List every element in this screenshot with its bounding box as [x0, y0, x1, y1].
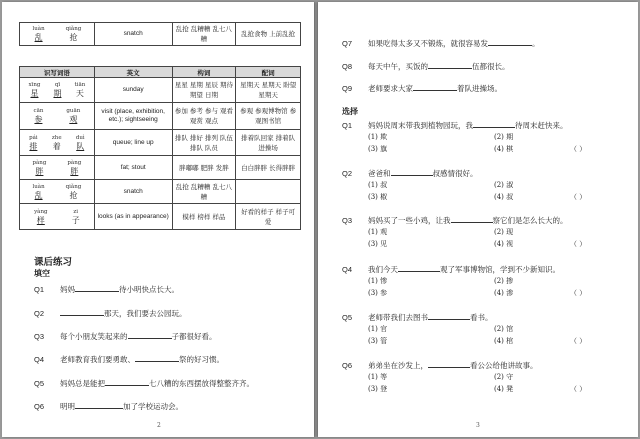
choice-question-6: Q6 弟弟坐在沙发上， 看公公给他讲故事。 [342, 361, 538, 370]
choice-option[interactable]: (2) 期 [494, 133, 514, 141]
choice-option[interactable]: (4) 棺 [494, 337, 514, 345]
answer-blank[interactable] [391, 170, 433, 176]
answer-blank[interactable] [428, 362, 470, 368]
answer-parentheses[interactable]: （ ） [570, 193, 587, 201]
choice-option[interactable]: (3) 旗 [368, 145, 388, 153]
choice-question-2: Q2 爸爸和 叔感情很好。 [342, 169, 478, 178]
table-row: cān 参 guān 观 visit (place, exhibition, etc.); sightseeing 参加 参考 参与 观看 观赏 观点 参观 参观博物馆 参观图书馆 [20, 103, 301, 130]
choice-option[interactable]: (2) 掺 [494, 277, 514, 285]
choice-option[interactable]: (3) 管 [368, 337, 388, 345]
table-row: xīng 星 qī 期 tiān 天 sunday 星星 星期 星辰 期待 期望 日期 星期天 星期天 盼望星期天 [20, 78, 301, 103]
right-page [318, 2, 638, 437]
table-row: pái 排 zhe 着 duì 队 queue; line up 排队 排好 排列 队伍 排队 队员 排着队回家 排着队进操场 [20, 130, 301, 156]
choice-option[interactable]: (4) 渗 [494, 289, 514, 297]
fill-title: 填空 [34, 269, 50, 278]
answer-blank[interactable] [75, 403, 123, 409]
fill-question-3: Q3 每个小朋友笑起来的 子都很好看。 [34, 332, 217, 341]
fill-question-1: Q1 妈妈 待小明快点长大。 [34, 285, 179, 294]
choice-option[interactable]: (4) 凳 [494, 385, 514, 393]
choice-option[interactable]: (1) 欺 [368, 133, 388, 141]
table-row: luàn 乱 qiǎng 抢 snatch 乱抢 乱糟糟 乱七八糟 乱抢食物 上前乱抢 [20, 23, 301, 46]
choice-option[interactable]: (3) 参 [368, 289, 388, 297]
choice-option[interactable]: (1) 叔 [368, 181, 388, 189]
choice-option[interactable]: (2) 现 [494, 228, 514, 236]
fill-question-9: Q9 老师要求大家 着队进操场。 [342, 84, 502, 93]
answer-blank[interactable] [488, 40, 532, 46]
fill-question-5: Q5 妈妈总是能把 七八糟的东西摆放得整整齐齐。 [34, 379, 254, 388]
table-row: luàn 乱 qiǎng 抢 snatch 乱抢 乱糟糟 乱七八糟 [20, 180, 301, 204]
choice-question-1: Q1 妈妈说周末带我到植物园玩，我 待周末赶快来。 [342, 121, 568, 130]
page-number: 3 [476, 422, 480, 429]
answer-parentheses[interactable]: （ ） [570, 240, 587, 248]
choice-question-4: Q4 我们今天 观了军事博物馆，学到不少新知识。 [342, 265, 560, 274]
choice-option[interactable]: (4) 视 [494, 240, 514, 248]
choice-option[interactable]: (3) 椒 [368, 193, 388, 201]
exercise-title: 课后练习 [34, 257, 73, 268]
choice-option[interactable]: (1) 官 [368, 325, 388, 333]
choice-option[interactable]: (1) 惨 [368, 277, 388, 285]
page-number: 2 [157, 422, 161, 429]
table-header-row: 识写词语 英文 构词 配词 [20, 67, 301, 78]
answer-blank[interactable] [473, 122, 515, 128]
answer-blank[interactable] [451, 217, 493, 223]
choice-option[interactable]: (4) 叔 [494, 193, 514, 201]
choice-option[interactable]: (4) 棋 [494, 145, 514, 153]
answer-parentheses[interactable]: （ ） [570, 289, 587, 297]
choice-option[interactable]: (1) 观 [368, 228, 388, 236]
choice-title: 选择 [342, 107, 358, 116]
choice-question-5: Q5 老师带我们去图书 看书。 [342, 313, 493, 322]
choice-option[interactable]: (1) 等 [368, 373, 388, 381]
answer-blank[interactable] [60, 310, 104, 316]
answer-blank[interactable] [428, 63, 472, 69]
fill-question-2: Q2 那天，我们要去公园玩。 [34, 309, 187, 318]
answer-blank[interactable] [135, 356, 179, 362]
fill-question-8: Q8 每天中午，买饭的 伍都很长。 [342, 62, 510, 71]
table-row: yàng 样 zi 子 looks (as in appearance) 模样 榜样 样品 好看的样子 样子可爱 [20, 204, 301, 230]
answer-blank[interactable] [128, 333, 172, 339]
answer-blank[interactable] [105, 380, 149, 386]
choice-option[interactable]: (2) 馆 [494, 325, 514, 333]
main-vocab-table [19, 66, 301, 230]
answer-blank[interactable] [75, 286, 119, 292]
left-page [2, 2, 314, 437]
answer-parentheses[interactable]: （ ） [570, 385, 587, 393]
answer-blank[interactable] [428, 314, 470, 320]
choice-question-3: Q3 妈妈买了一些小鸡，让我 察它们是怎么长大的。 [342, 216, 568, 225]
fill-question-4: Q4 老师教育我们要勇敢、 祭的好习惯。 [34, 355, 224, 364]
fill-question-7: Q7 如果吃得太多又不锻炼，就很容易发 。 [342, 39, 540, 48]
choice-option[interactable]: (3) 见 [368, 240, 388, 248]
answer-blank[interactable] [413, 85, 457, 91]
top-vocab-table [19, 22, 301, 46]
answer-blank[interactable] [398, 266, 440, 272]
fill-question-6: Q6 明明 加了学校运动会。 [34, 402, 183, 411]
answer-parentheses[interactable]: （ ） [570, 145, 587, 153]
answer-parentheses[interactable]: （ ） [570, 337, 587, 345]
table-row: pàng 胖 pàng 胖 fat; stout 胖嘟嘟 肥胖 发胖 白白胖胖 长得胖胖 [20, 156, 301, 180]
choice-option[interactable]: (2) 淑 [494, 181, 514, 189]
choice-option[interactable]: (3) 登 [368, 385, 388, 393]
choice-option[interactable]: (2) 守 [494, 373, 514, 381]
